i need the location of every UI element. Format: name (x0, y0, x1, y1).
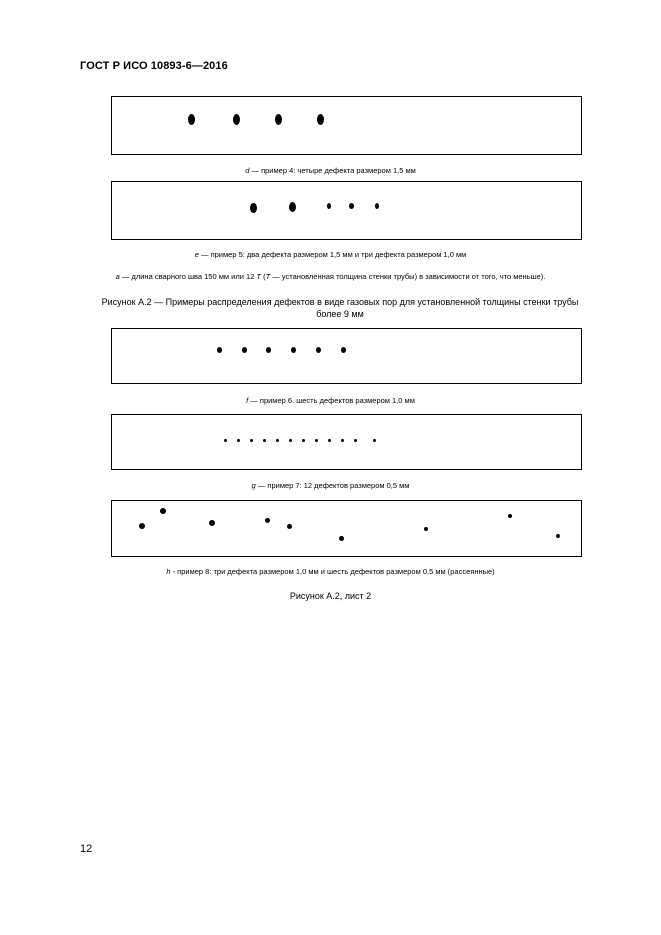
caption-letter: d (245, 166, 250, 175)
note-paren: ( (263, 272, 266, 281)
caption-text: - пример 8: три дефекта размером 1,0 мм и шесть дефектов размером 0,5 мм (рассеянные) (172, 567, 495, 576)
pore-defect (424, 527, 428, 531)
pore-defect (263, 439, 266, 442)
note-symbol-t: T (256, 272, 261, 281)
pore-defect (233, 114, 240, 125)
pore-defect (276, 439, 279, 442)
caption-example-8 (0, 567, 661, 576)
weld-diagram-example-4 (111, 96, 582, 155)
pore-defect (209, 520, 215, 526)
pore-defect (275, 114, 282, 125)
pore-defect (341, 347, 346, 353)
pore-defect (316, 347, 321, 353)
pore-defect (354, 439, 357, 442)
pore-defect (242, 347, 247, 353)
pore-defect (139, 523, 145, 529)
pore-defect (315, 439, 318, 442)
pore-defect (250, 203, 257, 213)
caption-example-7 (0, 481, 661, 490)
pore-defect (237, 439, 240, 442)
pore-defect (508, 514, 512, 518)
pore-defect (373, 439, 376, 442)
note-letter: a (115, 272, 120, 281)
pore-defect (250, 439, 253, 442)
caption-letter: f (246, 396, 249, 405)
weld-diagram-example-6 (111, 328, 582, 384)
pore-defect (289, 202, 296, 212)
caption-example-5 (0, 250, 661, 259)
page-number: 12 (80, 843, 93, 855)
pore-defect (349, 203, 354, 209)
pore-defect (224, 439, 227, 442)
caption-example-4 (0, 166, 661, 175)
footnote-a (0, 272, 661, 281)
pore-defect (302, 439, 305, 442)
note-symbol-t: T (265, 272, 271, 281)
pore-defect (328, 439, 331, 442)
caption-letter: h (166, 567, 171, 576)
document-header: ГОСТ Р ИСО 10893-6—2016 (80, 60, 228, 72)
pore-defect (327, 203, 331, 209)
caption-text: — пример 5: два дефекта размером 1,5 мм и три дефекта размером 1,0 мм (200, 250, 467, 259)
figure-title-line-2: более 9 мм (316, 309, 364, 319)
note-text-before: — длина сварного шва 150 мм или 12 (121, 272, 255, 281)
caption-letter: e (194, 250, 199, 259)
pore-defect (266, 347, 271, 353)
weld-diagram-example-8 (111, 500, 582, 557)
weld-diagram-example-7 (111, 414, 582, 470)
pore-defect (341, 439, 344, 442)
figure-sheet-label: Рисунок А.2, лист 2 (289, 591, 372, 601)
pore-defect (217, 347, 222, 353)
figure-title (70, 296, 610, 320)
figure-title-line-1: Рисунок А.2 — Примеры распределения дефектов в виде газовых пор для установленной толщины стенки трубы (101, 297, 579, 307)
pore-defect (339, 536, 344, 541)
pore-defect (289, 439, 292, 442)
weld-diagram-example-5 (111, 181, 582, 240)
caption-text: — пример 7: 12 дефектов размером 0,5 мм (257, 481, 410, 490)
caption-example-6 (0, 396, 661, 405)
pore-defect (291, 347, 296, 353)
note-text-after: — установленная толщина стенки трубы) в зависимости от того, что меньше). (272, 272, 546, 281)
pore-defect (188, 114, 195, 125)
pore-defect (287, 524, 292, 529)
pore-defect (265, 518, 270, 523)
pore-defect (160, 508, 166, 514)
pore-defect (317, 114, 324, 125)
caption-letter: g (251, 481, 256, 490)
caption-text: — пример 6. шесть дефектов размером 1,0 мм (250, 396, 415, 405)
pore-defect (375, 203, 379, 209)
pore-defect (556, 534, 560, 538)
caption-text: — пример 4: четыре дефекта размером 1,5 мм (251, 166, 416, 175)
